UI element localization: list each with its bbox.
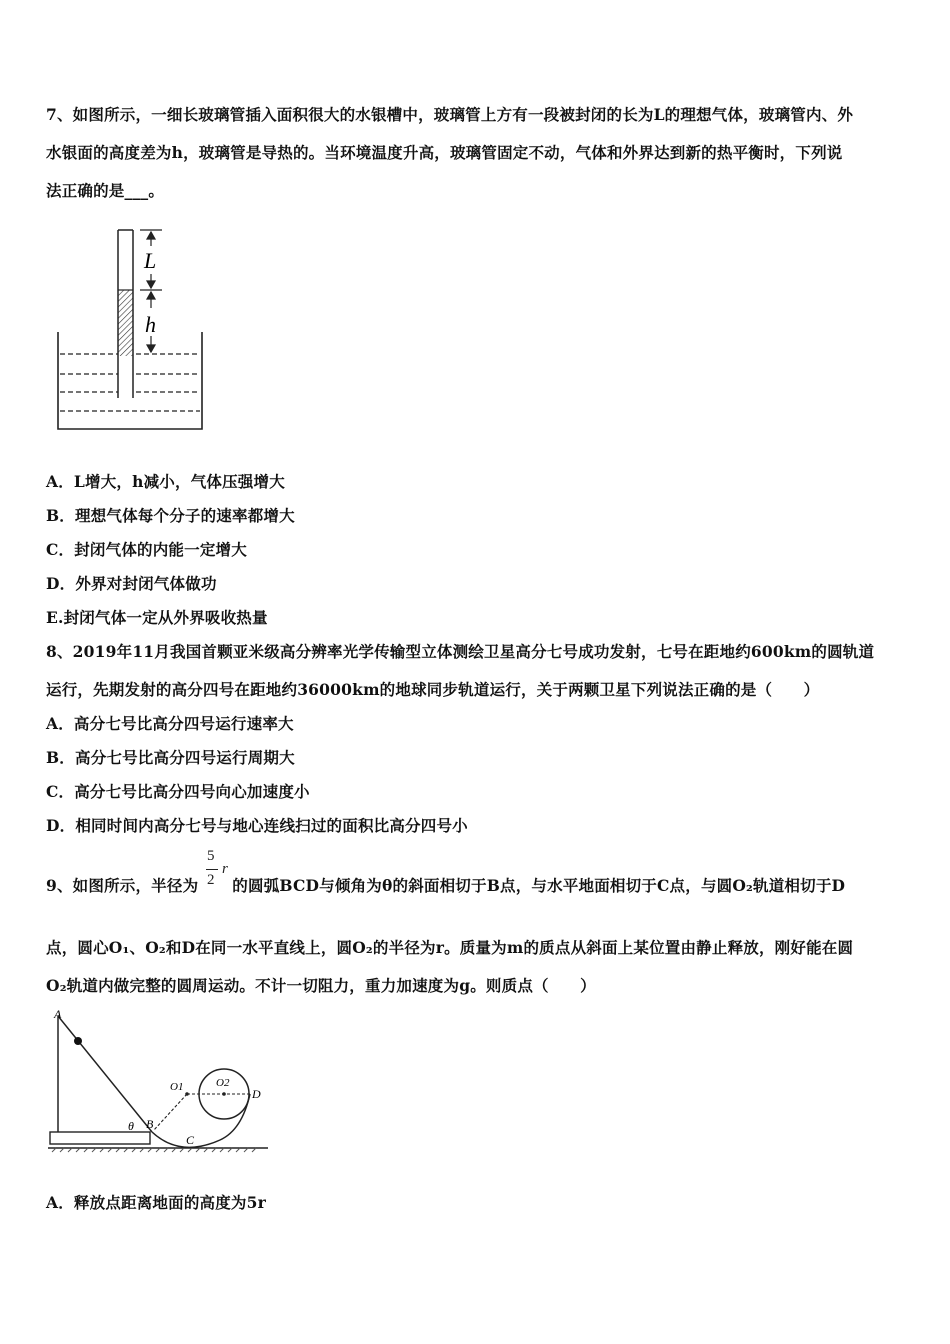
fraction-bar <box>206 869 218 870</box>
circular-track-figure <box>40 1006 280 1156</box>
label-theta: θ <box>128 1119 134 1133</box>
q7-option-b: B．理想气体每个分子的速率都增大 <box>46 506 295 525</box>
label-b: B <box>146 1117 154 1131</box>
q7-stem-line-2: 水银面的高度差为h，玻璃管是导热的。当环境温度升高，玻璃管固定不动，气体和外界达到新的热平衡时，下列说 <box>46 143 843 162</box>
q9-stem-pre: 9、如图所示，半径为 <box>46 876 199 895</box>
q9-stem-line-1 <box>46 874 845 896</box>
incline <box>58 1016 152 1132</box>
fraction-numerator: 5 <box>207 848 215 864</box>
q8-option-b: B．高分七号比高分四号运行周期大 <box>46 748 295 767</box>
q7-stem-line-3: 法正确的是___。 <box>46 181 165 200</box>
q8-stem-line-2: 运行，先期发射的高分四号在距地约36000km的地球同步轨道运行，关于两颗卫星下列说法正确的是（ ） <box>46 680 820 699</box>
q9-stem-line-3: O₂轨道内做完整的圆周运动。不计一切阻力，重力加速度为g。则质点（ ） <box>46 976 596 995</box>
ground-block <box>50 1132 150 1144</box>
q7-option-a: A．L增大，h减小，气体压强增大 <box>46 472 285 491</box>
mercury-tube-figure <box>50 222 220 434</box>
q7-option-d: D．外界对封闭气体做功 <box>46 574 217 593</box>
q7-option-c: C．封闭气体的内能一定增大 <box>46 540 247 559</box>
q7-option-e: E.封闭气体一定从外界吸收热量 <box>46 608 268 627</box>
mercury-levels <box>60 354 200 411</box>
label-d: D <box>252 1087 261 1101</box>
q8-stem-line-1: 8、2019年11月我国首颗亚米级高分辨率光学传输型立体测绘卫星高分七号成功发射，七号在距地约600km的圆轨道 <box>46 642 875 661</box>
label-c: C <box>186 1133 195 1147</box>
fraction-variable: r <box>222 861 228 877</box>
q7-stem-line-1: 7、如图所示，一细长玻璃管插入面积很大的水银槽中，玻璃管上方有一段被封闭的长为L的理想气体，玻璃管内、外 <box>46 105 854 124</box>
label-o2: O2 <box>216 1077 230 1089</box>
q8-option-c: C．高分七号比高分四号向心加速度小 <box>46 782 310 801</box>
mass-point <box>74 1037 82 1045</box>
mercury-column <box>118 290 133 356</box>
label-h: h <box>145 312 156 337</box>
q9-option-a: A．释放点距离地面的高度为5r <box>46 1193 266 1212</box>
label-o1: O1 <box>170 1081 184 1093</box>
q8-option-d: D．相同时间内高分七号与地心连线扫过的面积比高分四号小 <box>46 816 468 835</box>
label-a: A <box>54 1007 62 1021</box>
fraction-denominator: 2 <box>207 872 215 888</box>
label-L: L <box>144 248 157 273</box>
q9-stem-line-2: 点，圆心O₁、O₂和D在同一水平直线上，圆O₂的半径为r。质量为m的质点从斜面上某位置由静止释放，刚好能在圆 <box>46 938 854 957</box>
q9-stem-post: 的圆弧BCD与倾角为θ的斜面相切于B点，与水平地面相切于C点，与圆O₂轨道相切于D <box>232 876 846 895</box>
q8-option-a: A．高分七号比高分四号运行速率大 <box>46 714 294 733</box>
